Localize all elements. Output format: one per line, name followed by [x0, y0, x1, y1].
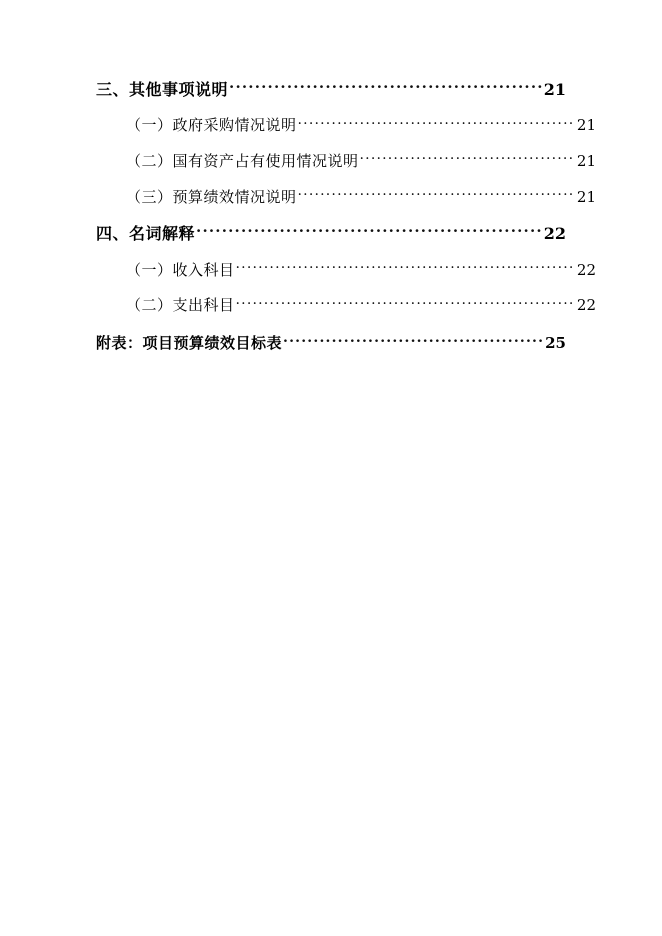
- toc-page-number: 22: [543, 224, 566, 244]
- toc-leader-dots: [298, 115, 575, 130]
- toc-entry-label: 三、其他事项说明: [96, 80, 229, 99]
- toc-entry[interactable]: [126, 295, 596, 317]
- toc-entry-label: 附表：项目预算绩效目标表: [96, 334, 283, 353]
- toc-leader-dots: [196, 223, 543, 239]
- table-of-contents: [96, 78, 596, 355]
- toc-page-number: 21: [576, 116, 596, 135]
- toc-page-number: 22: [576, 260, 596, 279]
- toc-entry-label: （三）预算绩效情况说明: [126, 187, 297, 206]
- toc-leader-dots: [360, 151, 575, 166]
- toc-entry[interactable]: [96, 222, 566, 245]
- toc-page-number: 21: [576, 151, 596, 170]
- toc-entry[interactable]: [126, 187, 596, 209]
- toc-page-number: 21: [576, 187, 596, 206]
- toc-entry[interactable]: [126, 260, 596, 282]
- toc-page-number: 22: [576, 296, 596, 315]
- toc-entry-appendix[interactable]: [96, 333, 566, 355]
- toc-entry[interactable]: [96, 78, 566, 101]
- toc-entry-label: 四、名词解释: [96, 224, 196, 244]
- toc-leader-dots: [283, 333, 544, 348]
- toc-entry-label: （一）政府采购情况说明: [126, 116, 297, 135]
- toc-leader-dots: [236, 295, 575, 310]
- toc-entry-label: （二）国有资产占有使用情况说明: [126, 151, 359, 170]
- toc-page-number: 25: [545, 334, 566, 353]
- toc-entry[interactable]: [126, 115, 596, 137]
- toc-entry-label: （二）支出科目: [126, 296, 235, 315]
- toc-leader-dots: [236, 260, 575, 275]
- toc-entry-label: （一）收入科目: [126, 260, 235, 279]
- toc-leader-dots: [298, 187, 575, 202]
- toc-leader-dots: [229, 79, 543, 95]
- toc-entry[interactable]: [126, 151, 596, 173]
- toc-page-number: 21: [543, 80, 566, 99]
